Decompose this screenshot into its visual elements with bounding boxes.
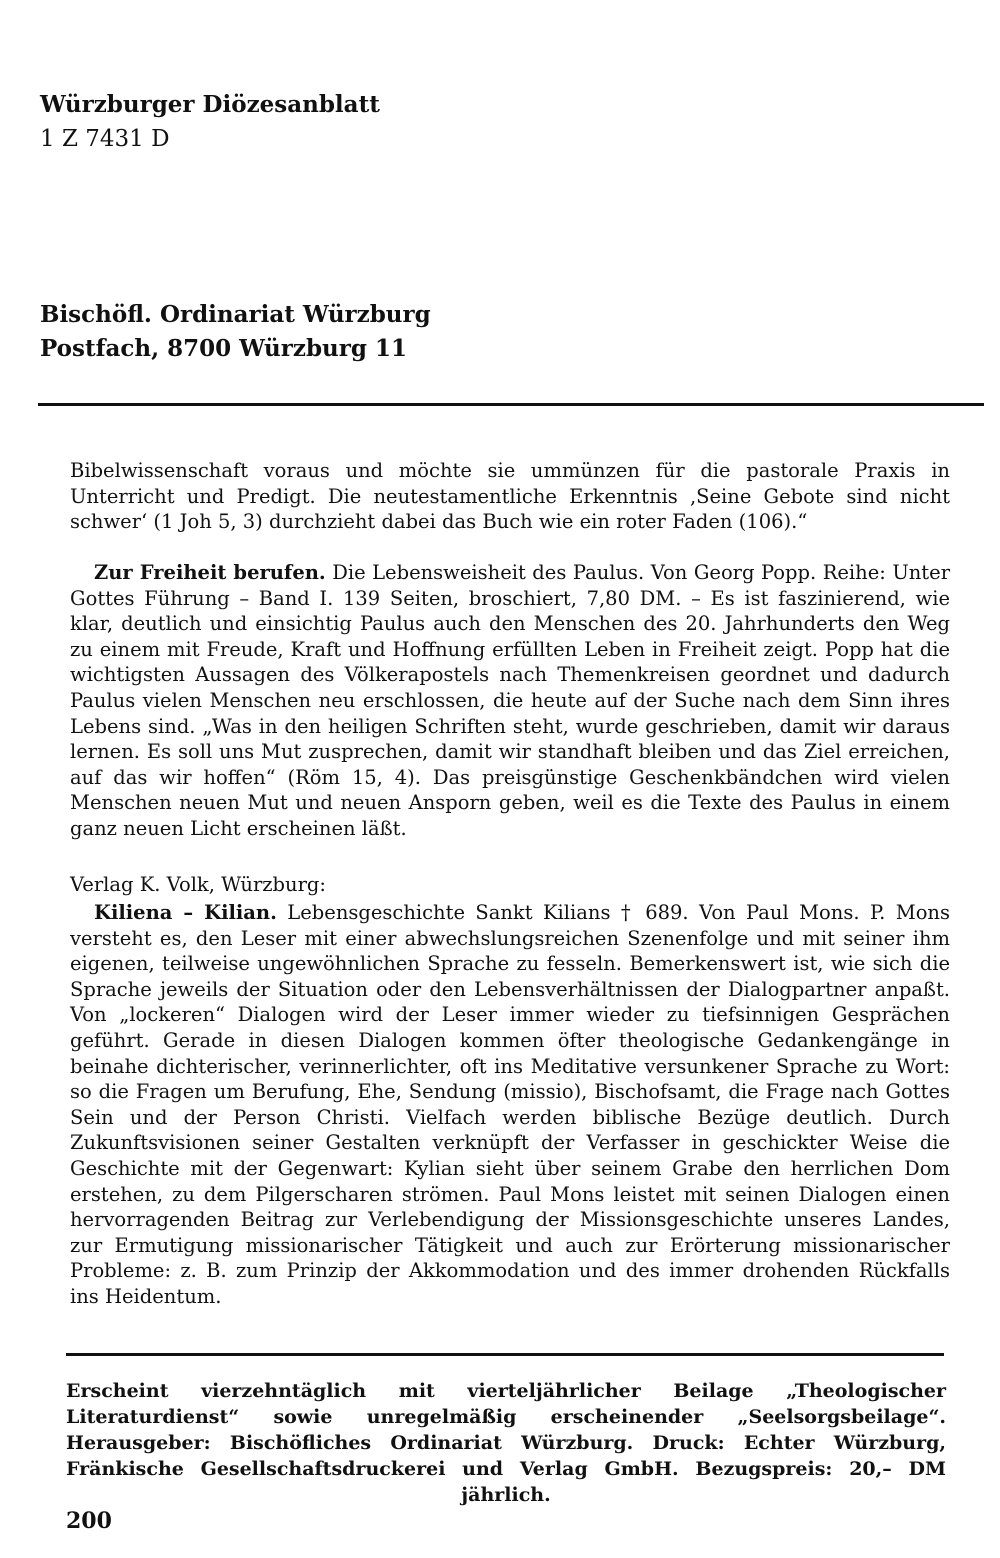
review-freiheit — [70, 560, 950, 842]
page-number: 200 — [66, 1508, 112, 1534]
sender-address — [40, 298, 431, 366]
review-paragraph — [70, 900, 950, 1310]
sender-line-1 — [40, 298, 431, 332]
review-title: Kiliena – Kilian. — [94, 901, 277, 924]
review-paragraph — [70, 560, 950, 842]
review-text: Lebensgeschichte Sankt Kilians † 689. Von Paul Mons. P. Mons versteht es, den Leser mit einer abwechslungsreichen Szenenfolge und mit seiner ihm eigenen, teilweise ungewöhnlichen Sprache zu fesseln. Bemerkenswert ist, wie sich die Sprache jeweils der Situation oder den Lebensverhältnissen der Dialogpartner anpaßt. Von „lockeren“ Dialogen wird der Leser immer wieder zu tiefsinnigen Gesprächen geführt. Gerade in diesen Dialogen kommen öfter theologische Gedankengänge in beinahe dichterischer, verinnerlichter, oft ins Meditative versunkener Sprache zu Wort: so die Fragen um Berufung, Ehe, Sendung (missio), Bischofsamt, die Frage nach Gottes Sein und der Person Christi. Vielfach werden biblische Bezüge deutlich. Durch Zukunftsvisionen seiner Gestalten verknüpft der Verfasser in geschickter Weise die Geschichte mit der Gegenwart: Kylian sieht über seinem Grabe den herrlichen Dom erstehen, zu dem Pilgerscharen strömen. Paul Mons leistet mit seinen Dialogen einen hervorragenden Beitrag zur Verlebendigung der Missionsgeschichte unseres Landes, zur Ermutigung missionarischer Tätigkeit und auch zur Erörterung missionarischer Probleme: z. B. zum Prinzip der Akkommodation und des immer drohenden Rückfalls ins Heidentum. — [70, 901, 950, 1308]
top-divider — [38, 403, 984, 406]
sender-name: Ordinariat Würzburg — [151, 301, 431, 328]
imprint-footer: Erscheint vierzehntäglich mit vierteljährlicher Beilage „Theologischer Literaturdienst“ sowie unregelmäßig erscheinender „Seelsorgsbeilage“. Herausgeber: Bischöfliches Ordinariat Würzburg. Druck: Echter Würzburg, Fränkische Gesellschaftsdruckerei und Verlag GmbH. Bezugspreis: 20,– DM jährlich. — [66, 1380, 946, 1506]
review-title: Zur Freiheit berufen. — [94, 561, 326, 584]
postal-code: 1 Z 7431 D — [40, 126, 170, 152]
sender-line-2: Postfach, 8700 Würzburg 11 — [40, 335, 407, 362]
review-kilian — [70, 900, 950, 1310]
publication-title: Würzburger Diözesanblatt — [40, 91, 380, 118]
publisher-text: Verlag K. Volk, Würzburg: — [70, 873, 326, 896]
review-text: Die Lebensweisheit des Paulus. Von Georg Popp. Reihe: Unter Gottes Führung – Band I. 139 Seiten, broschiert, 7,80 DM. – Es ist faszinierend, wie klar, deutlich und einsichtig Paulus auch den Menschen des 20. Jahrhunderts den Weg zu einem mit Freude, Kraft und Hoffnung erfüllten Leben in Freiheit zeigt. Popp hat die wichtigsten Aussagen des Völkerapostels nach Themenkreisen geordnet und dadurch Paulus vielen Menschen neu erschlossen, die heute auf der Suche nach dem Sinn ihres Lebens sind. „Was in den heiligen Schriften steht, wurde geschrieben, damit wir daraus lernen. Es soll uns Mut zusprechen, damit wir standhaft bleiben und das Ziel erreichen, auf das wir hoffen“ (Röm 15, 4). Das preisgünstige Geschenkbändchen wird vielen Menschen neuen Mut und neuen Ansporn geben, weil es die Texte des Paulus in einem ganz neuen Licht erscheinen läßt. — [70, 561, 951, 840]
paragraph-text: Bibelwissenschaft voraus und möchte sie ummünzen für die pastorale Praxis in Unterricht und Predigt. Die neutestamentliche Erkenntnis ‚Seine Gebote sind nicht schwer‘ (1 Joh 5, 3) durchzieht dabei das Buch wie ein roter Faden (106).“ — [70, 459, 950, 534]
bottom-divider — [66, 1353, 944, 1356]
paragraph-continuation — [70, 458, 950, 535]
masthead — [40, 88, 380, 156]
sender-abbrev: Bischöfl. — [40, 301, 152, 328]
publisher-heading — [70, 872, 950, 898]
